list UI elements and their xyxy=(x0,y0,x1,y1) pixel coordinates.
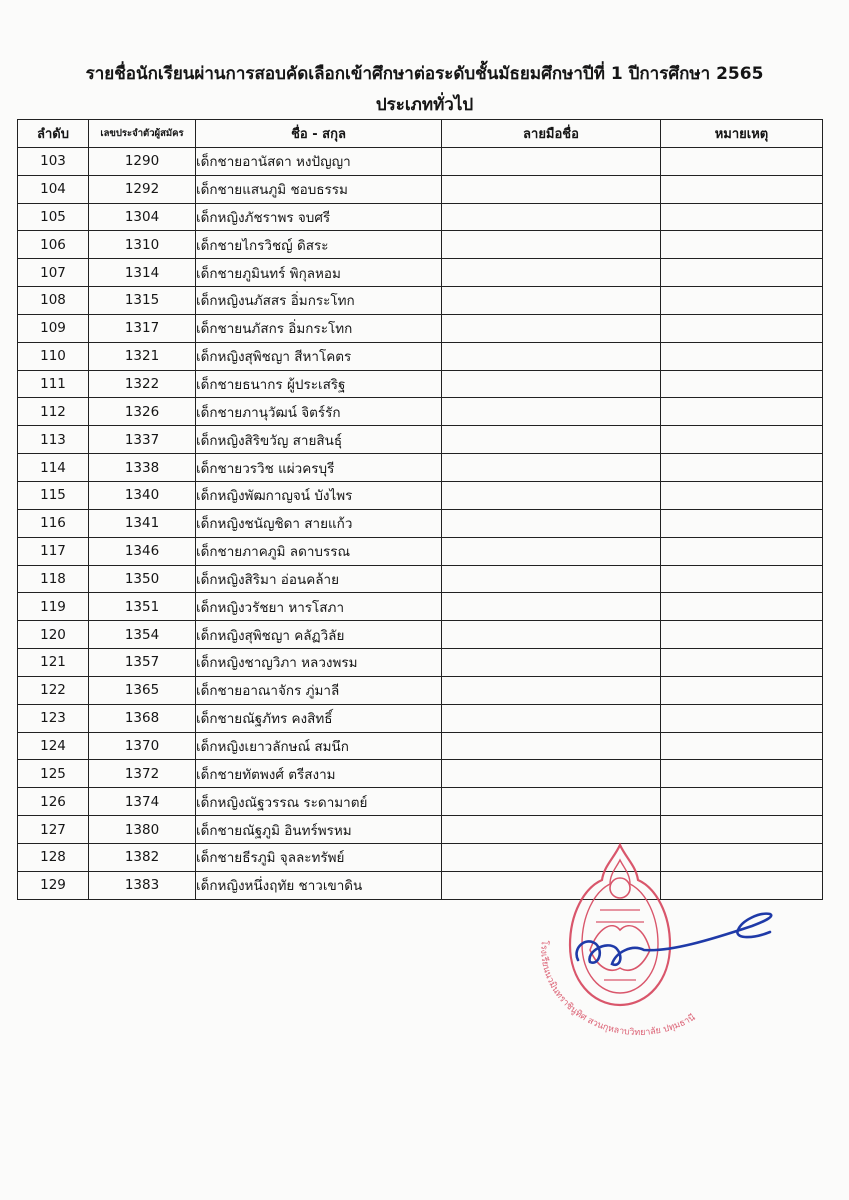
row-applicant-no: 1317 xyxy=(89,314,196,342)
table-row xyxy=(18,314,823,342)
row-remark-cell xyxy=(661,175,823,203)
table-row xyxy=(18,704,823,732)
row-seq: 104 xyxy=(18,175,89,203)
row-applicant-no: 1314 xyxy=(89,259,196,287)
row-student-name: เด็กหญิงพัฒกาญจน์ บังไพร xyxy=(196,481,442,509)
row-seq: 111 xyxy=(18,370,89,398)
row-applicant-no: 1326 xyxy=(89,398,196,426)
table-row xyxy=(18,481,823,509)
row-remark-cell xyxy=(661,370,823,398)
row-signature-cell xyxy=(442,593,661,621)
row-remark-cell xyxy=(661,732,823,760)
row-remark-cell xyxy=(661,565,823,593)
row-signature-cell xyxy=(442,426,661,454)
row-seq: 127 xyxy=(18,816,89,844)
row-signature-cell xyxy=(442,509,661,537)
row-applicant-no: 1304 xyxy=(89,203,196,231)
row-signature-cell xyxy=(442,454,661,482)
row-signature-cell xyxy=(442,732,661,760)
row-remark-cell xyxy=(661,788,823,816)
row-signature-cell xyxy=(442,398,661,426)
row-remark-cell xyxy=(661,287,823,315)
row-student-name: เด็กชายไกรวิชญ์ ดิสระ xyxy=(196,231,442,259)
table-row xyxy=(18,426,823,454)
row-remark-cell xyxy=(661,649,823,677)
row-student-name: เด็กชายแสนภูมิ ชอบธรรม xyxy=(196,175,442,203)
row-student-name: เด็กหญิงนภัสสร อิ่มกระโทก xyxy=(196,287,442,315)
row-signature-cell xyxy=(442,481,661,509)
row-seq: 129 xyxy=(18,871,89,899)
row-student-name: เด็กหญิงเยาวลักษณ์ สมนึก xyxy=(196,732,442,760)
row-remark-cell xyxy=(661,231,823,259)
row-signature-cell xyxy=(442,537,661,565)
row-seq: 115 xyxy=(18,481,89,509)
row-remark-cell xyxy=(661,314,823,342)
row-seq: 116 xyxy=(18,509,89,537)
row-student-name: เด็กหญิงสิริมา อ่อนคล้าย xyxy=(196,565,442,593)
row-seq: 107 xyxy=(18,259,89,287)
table-row xyxy=(18,509,823,537)
table-header-row xyxy=(18,120,823,148)
table-row xyxy=(18,175,823,203)
row-student-name: เด็กหญิงภัชราพร จบศรี xyxy=(196,203,442,231)
row-student-name: เด็กชายณัฐภูมิ อินทร์พรหม xyxy=(196,816,442,844)
row-signature-cell xyxy=(442,287,661,315)
table-row xyxy=(18,231,823,259)
row-seq: 117 xyxy=(18,537,89,565)
row-student-name: เด็กชายภานุวัฒน์ จิตร์รัก xyxy=(196,398,442,426)
table-row xyxy=(18,593,823,621)
row-applicant-no: 1310 xyxy=(89,231,196,259)
row-seq: 120 xyxy=(18,621,89,649)
header-signature: ลายมือชื่อ xyxy=(442,120,661,148)
row-remark-cell xyxy=(661,398,823,426)
row-student-name: เด็กชายทัตพงศ์ ตรีสงาม xyxy=(196,760,442,788)
row-seq: 105 xyxy=(18,203,89,231)
row-remark-cell xyxy=(661,481,823,509)
row-applicant-no: 1351 xyxy=(89,593,196,621)
row-signature-cell xyxy=(442,621,661,649)
row-seq: 124 xyxy=(18,732,89,760)
table-row xyxy=(18,565,823,593)
table-row xyxy=(18,621,823,649)
row-applicant-no: 1365 xyxy=(89,676,196,704)
row-seq: 106 xyxy=(18,231,89,259)
table-row xyxy=(18,760,823,788)
row-applicant-no: 1292 xyxy=(89,175,196,203)
school-seal-stamp xyxy=(520,840,790,1040)
row-student-name: เด็กหญิงสิริขวัญ สายสินธุ์ xyxy=(196,426,442,454)
row-student-name: เด็กหญิงวรัชยา หารโสภา xyxy=(196,593,442,621)
row-student-name: เด็กหญิงหนึ่งฤทัย ชาวเขาดิน xyxy=(196,871,442,899)
row-applicant-no: 1290 xyxy=(89,147,196,175)
row-signature-cell xyxy=(442,704,661,732)
row-applicant-no: 1354 xyxy=(89,621,196,649)
row-remark-cell xyxy=(661,509,823,537)
row-seq: 121 xyxy=(18,649,89,677)
row-signature-cell xyxy=(442,175,661,203)
row-signature-cell xyxy=(442,342,661,370)
row-signature-cell xyxy=(442,760,661,788)
row-seq: 126 xyxy=(18,788,89,816)
row-student-name: เด็กชายธีรภูมิ จุลละทรัพย์ xyxy=(196,843,442,871)
row-seq: 114 xyxy=(18,454,89,482)
row-signature-cell xyxy=(442,147,661,175)
row-signature-cell xyxy=(442,788,661,816)
row-seq: 112 xyxy=(18,398,89,426)
table-row xyxy=(18,147,823,175)
table-row xyxy=(18,649,823,677)
row-student-name: เด็กชายภาคภูมิ ลดาบรรณ xyxy=(196,537,442,565)
row-signature-cell xyxy=(442,314,661,342)
table-row xyxy=(18,259,823,287)
table-row xyxy=(18,537,823,565)
table-row xyxy=(18,676,823,704)
row-student-name: เด็กหญิงณัฐวรรณ ระดามาตย์ xyxy=(196,788,442,816)
row-applicant-no: 1382 xyxy=(89,843,196,871)
row-applicant-no: 1322 xyxy=(89,370,196,398)
row-remark-cell xyxy=(661,676,823,704)
header-remark: หมายเหตุ xyxy=(661,120,823,148)
table-row xyxy=(18,203,823,231)
table-body xyxy=(18,147,823,899)
row-applicant-no: 1374 xyxy=(89,788,196,816)
table-row xyxy=(18,732,823,760)
table-row xyxy=(18,342,823,370)
row-applicant-no: 1338 xyxy=(89,454,196,482)
row-applicant-no: 1337 xyxy=(89,426,196,454)
row-applicant-no: 1340 xyxy=(89,481,196,509)
row-remark-cell xyxy=(661,704,823,732)
row-student-name: เด็กหญิงชาญวิภา หลวงพรม xyxy=(196,649,442,677)
row-applicant-no: 1341 xyxy=(89,509,196,537)
seal-text: โรงเรียนนวมินทราชินูทิศ สวนกุหลาบวิทยาลัย ปทุมธานี xyxy=(538,939,698,1039)
handwritten-signature xyxy=(577,914,772,965)
header-seq: ลำดับ xyxy=(18,120,89,148)
row-student-name: เด็กหญิงสุพิชญา คลัฏวิลัย xyxy=(196,621,442,649)
row-signature-cell xyxy=(442,370,661,398)
table-row xyxy=(18,287,823,315)
table-row xyxy=(18,454,823,482)
student-roster-table xyxy=(17,119,823,900)
row-seq: 128 xyxy=(18,843,89,871)
row-applicant-no: 1380 xyxy=(89,816,196,844)
row-remark-cell xyxy=(661,147,823,175)
table-row xyxy=(18,788,823,816)
row-remark-cell xyxy=(661,342,823,370)
row-applicant-no: 1350 xyxy=(89,565,196,593)
row-remark-cell xyxy=(661,760,823,788)
row-remark-cell xyxy=(661,426,823,454)
document-subtitle: ประเภททั่วไป xyxy=(375,95,474,115)
table-row xyxy=(18,398,823,426)
row-remark-cell xyxy=(661,203,823,231)
row-applicant-no: 1383 xyxy=(89,871,196,899)
row-applicant-no: 1315 xyxy=(89,287,196,315)
row-student-name: เด็กชายนภัสกร อิ่มกระโทก xyxy=(196,314,442,342)
row-seq: 110 xyxy=(18,342,89,370)
row-applicant-no: 1357 xyxy=(89,649,196,677)
row-applicant-no: 1370 xyxy=(89,732,196,760)
table-row xyxy=(18,370,823,398)
row-applicant-no: 1346 xyxy=(89,537,196,565)
row-remark-cell xyxy=(661,454,823,482)
row-seq: 118 xyxy=(18,565,89,593)
row-signature-cell xyxy=(442,676,661,704)
row-applicant-no: 1321 xyxy=(89,342,196,370)
row-applicant-no: 1368 xyxy=(89,704,196,732)
row-seq: 103 xyxy=(18,147,89,175)
row-student-name: เด็กชายณัฐภัทร คงสิทธิ์ xyxy=(196,704,442,732)
row-student-name: เด็กชายธนากร ผู้ประเสริฐ xyxy=(196,370,442,398)
row-seq: 119 xyxy=(18,593,89,621)
row-remark-cell xyxy=(661,537,823,565)
row-student-name: เด็กชายอานัสดา หงปัญญา xyxy=(196,147,442,175)
row-seq: 122 xyxy=(18,676,89,704)
document-title: รายชื่อนักเรียนผ่านการสอบคัดเลือกเข้าศึกษาต่อระดับชั้นมัธยมศึกษาปีที่ 1 ปีการศึกษา 2565 xyxy=(85,64,764,84)
row-remark-cell xyxy=(661,259,823,287)
header-applicant-no: เลขประจำตัวผู้สมัคร xyxy=(89,120,196,148)
row-seq: 109 xyxy=(18,314,89,342)
row-signature-cell xyxy=(442,259,661,287)
row-signature-cell xyxy=(442,649,661,677)
row-seq: 123 xyxy=(18,704,89,732)
row-student-name: เด็กชายภูมินทร์ พิกุลหอม xyxy=(196,259,442,287)
row-student-name: เด็กชายอาณาจักร ภู่มาลี xyxy=(196,676,442,704)
header-name: ชื่อ - สกุล xyxy=(196,120,442,148)
row-applicant-no: 1372 xyxy=(89,760,196,788)
row-student-name: เด็กหญิงสุพิชญา สีหาโคตร xyxy=(196,342,442,370)
row-remark-cell xyxy=(661,593,823,621)
row-seq: 108 xyxy=(18,287,89,315)
row-student-name: เด็กหญิงชนัญชิดา สายแก้ว xyxy=(196,509,442,537)
row-seq: 125 xyxy=(18,760,89,788)
row-signature-cell xyxy=(442,231,661,259)
row-signature-cell xyxy=(442,203,661,231)
row-signature-cell xyxy=(442,565,661,593)
row-remark-cell xyxy=(661,621,823,649)
row-seq: 113 xyxy=(18,426,89,454)
row-student-name: เด็กชายวรวิช แผ่วครบุรี xyxy=(196,454,442,482)
